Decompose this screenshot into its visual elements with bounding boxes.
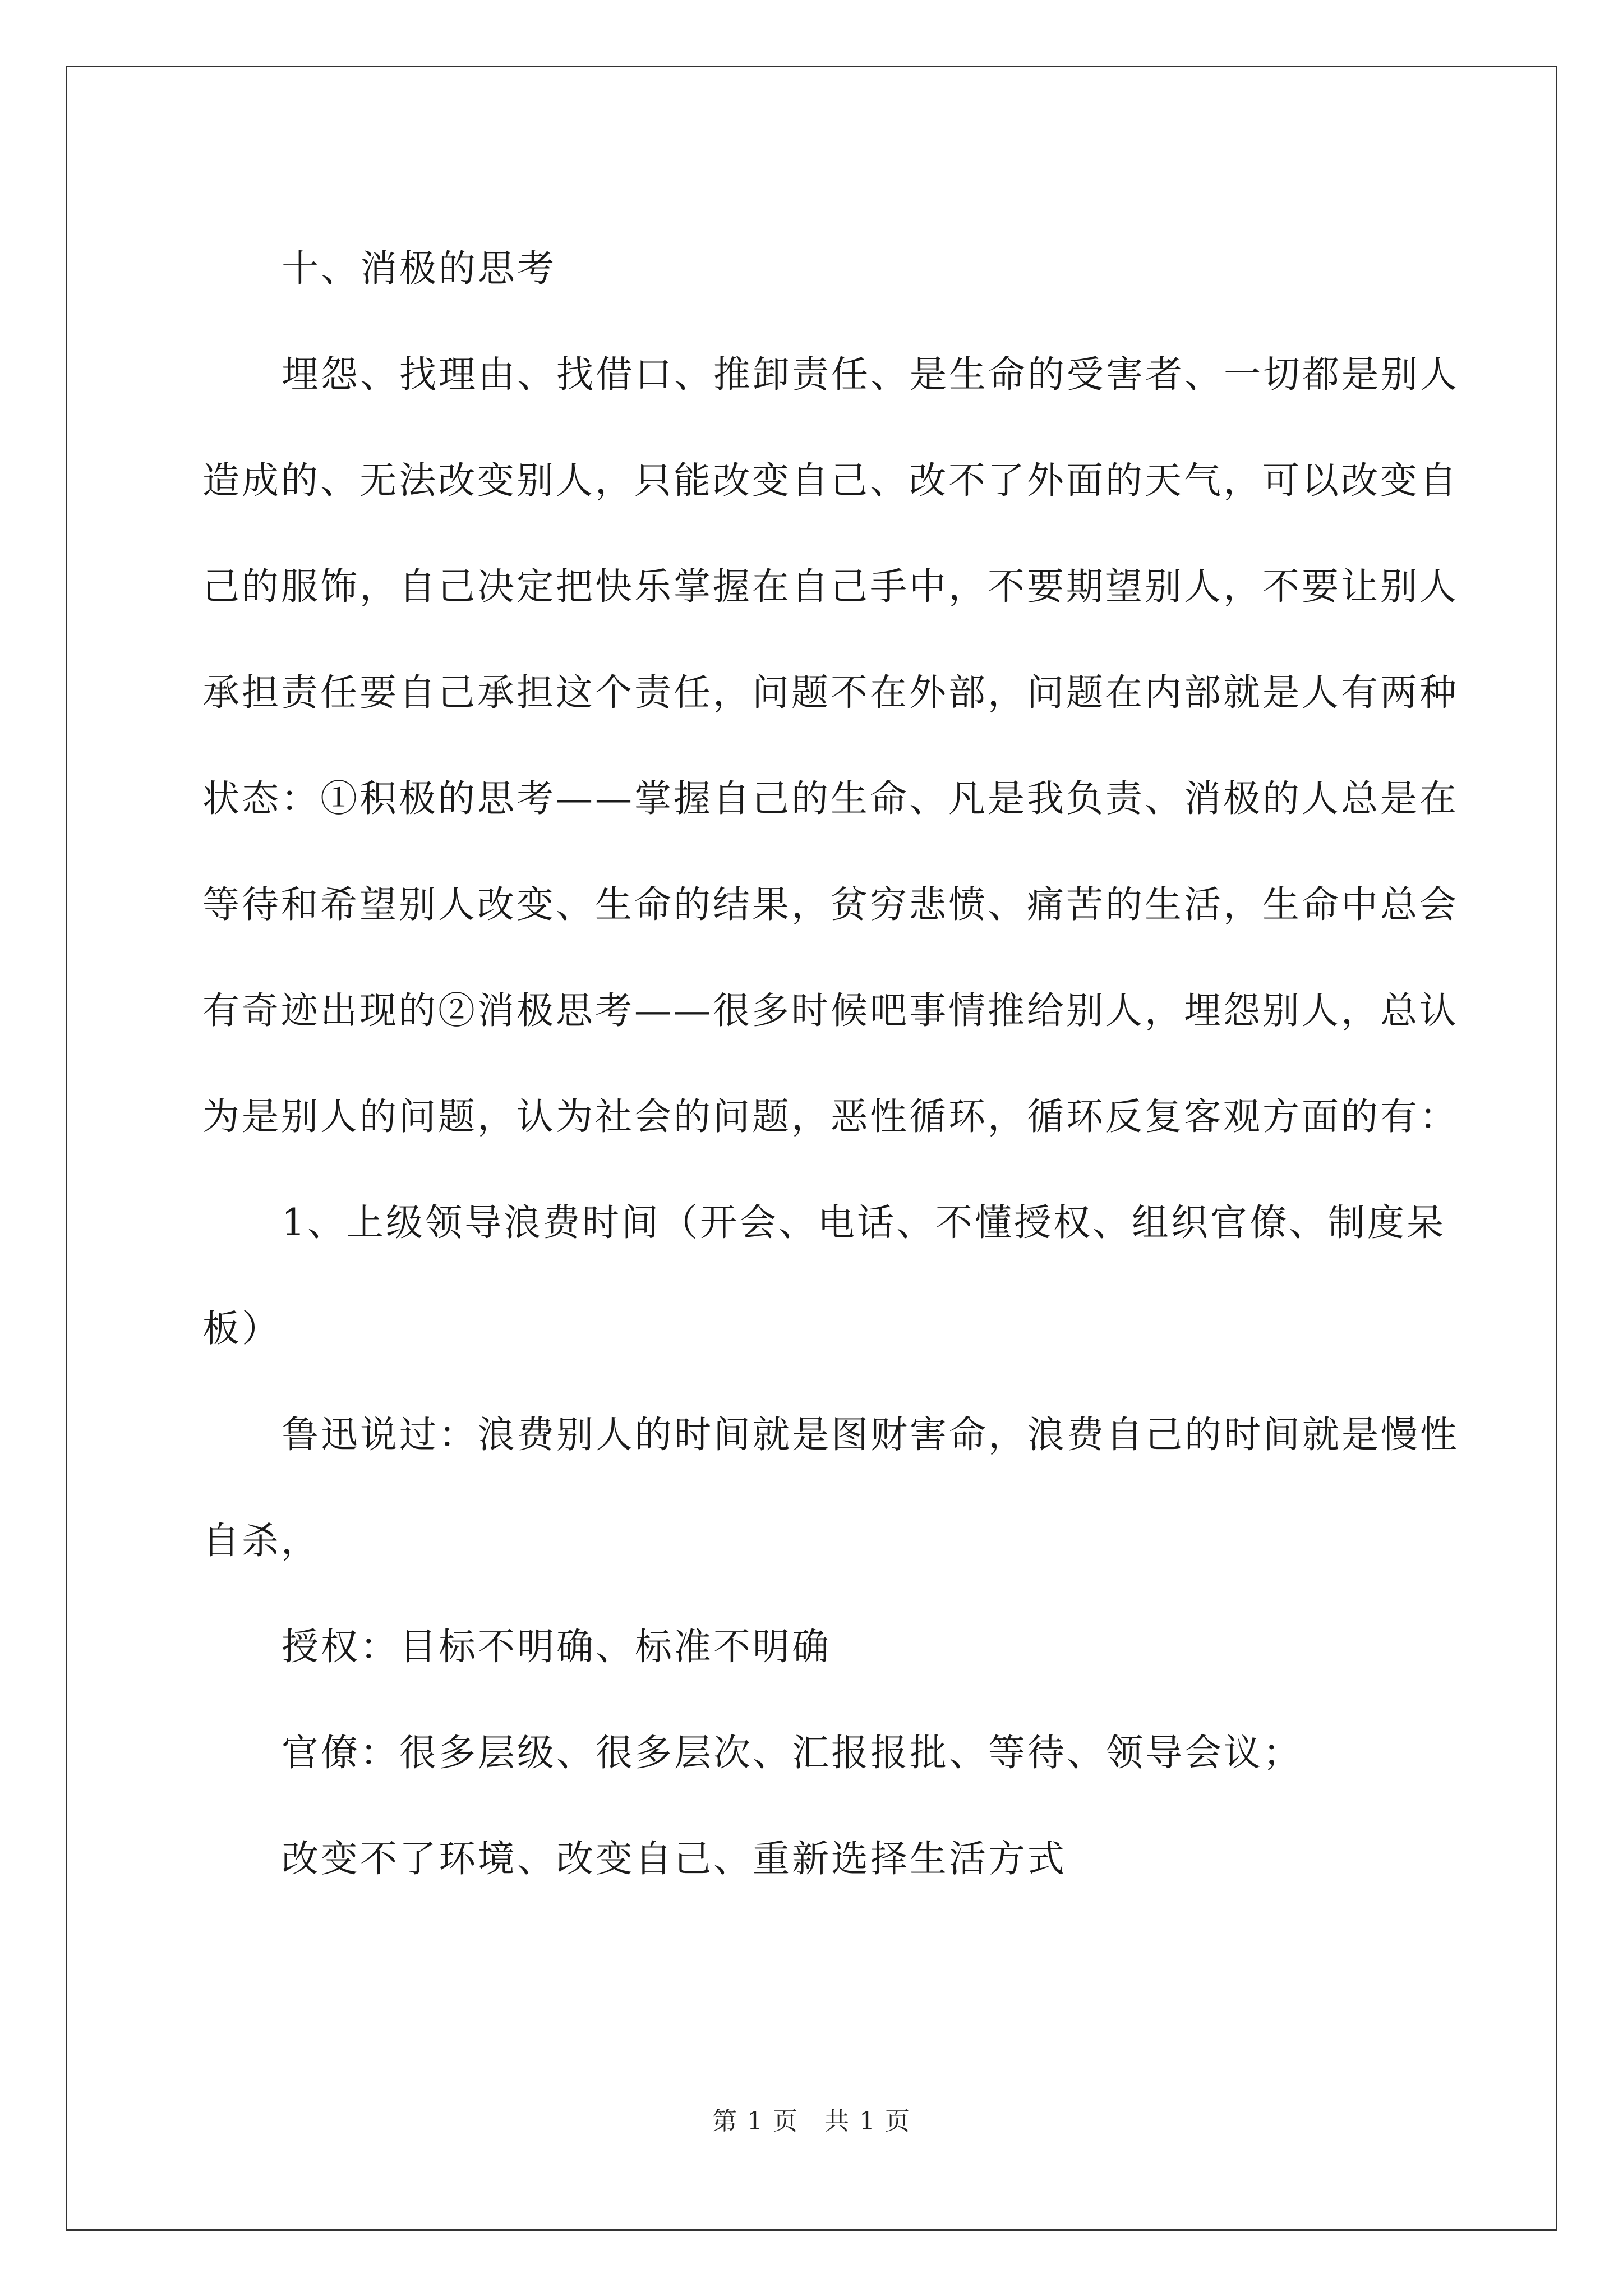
paragraph: 官僚：很多层级、很多层次、汇报报批、等待、领导会议；: [282, 1731, 1302, 1774]
paragraph: 鲁迅说过：浪费别人的时间就是图财害命，浪费自己的时间就是慢性自杀，: [202, 1413, 1459, 1562]
page-number-footer: 第 1 页 共 1 页: [712, 2107, 911, 2136]
paragraph: 1、上级领导浪费时间（开会、电话、不懂授权、组织官僚、制度呆板）: [202, 1201, 1446, 1350]
paragraph: 埋怨、找理由、找借口、推卸责任、是生命的受害者、一切都是别人造成的、无法改变别人，只能改变自己、改不了外面的天气，可以改变自己的服饰，自己决定把快乐掌握在自己手中，不要期望别人，不要让别人承担责任要自己承担这个责任，问题不在外部，问题在内部就是人有两种状态：①积极的思考——掌握自己的生命、凡是我负责、消极的人总是在等待和希望别人改变、生命的结果，贫穷悲愤、痛苦的生活，生命中总会有奇迹出现的②消极思考——很多时候吧事情推给别人，埋怨别人，总认为是别人的问题，认为社会的问题，恶性循环，循环反复客观方面的有：: [202, 353, 1459, 1138]
paragraph: 改变不了环境、改变自己、重新选择生活方式: [282, 1837, 1067, 1880]
document-body: [202, 215, 1476, 1912]
paragraph: 授权：目标不明确、标准不明确: [282, 1625, 831, 1668]
section-heading: 十、消极的思考: [282, 247, 556, 290]
